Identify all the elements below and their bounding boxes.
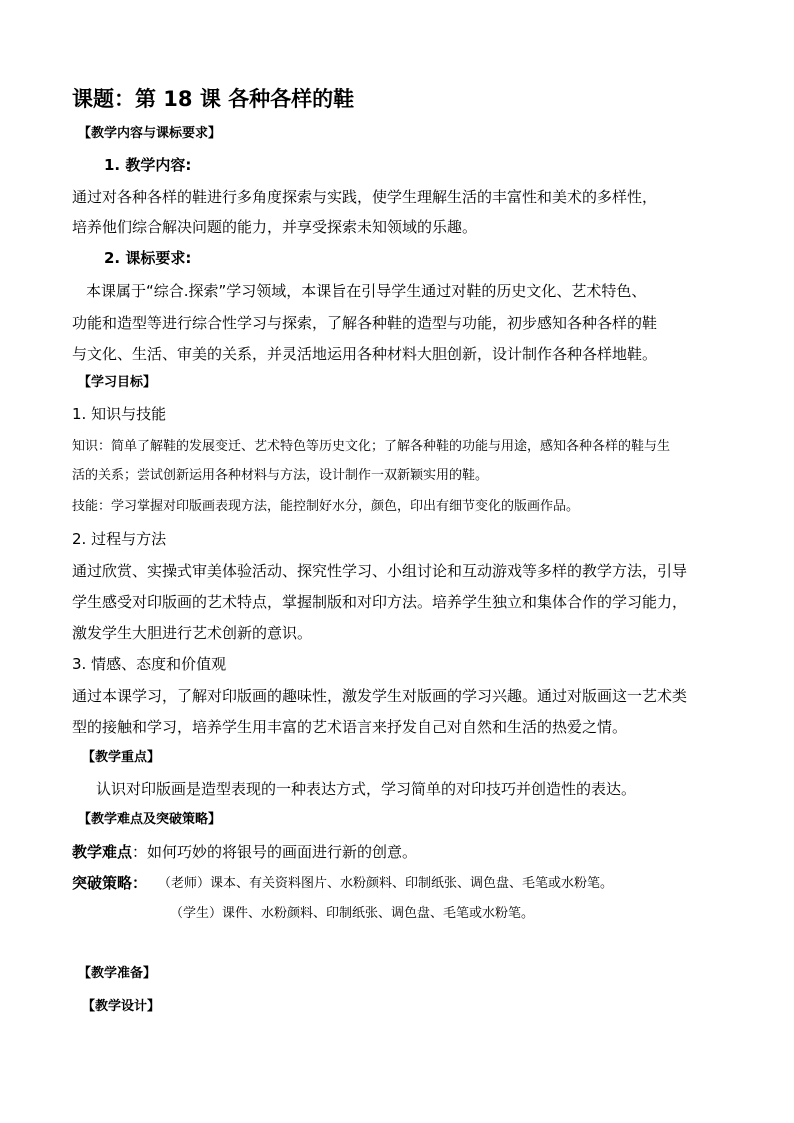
paragraph-line: 功能和造型等进行综合性学习与探索，了解各种鞋的造型与功能，初步感知各种各样的鞋 xyxy=(72,314,658,332)
subheading-process-methods: 2. 过程与方法 xyxy=(72,530,167,548)
paragraph-line: 通过对各种各样的鞋进行多角度探索与实践，使学生理解生活的丰富性和美术的多样性， xyxy=(72,188,658,206)
strategy-teacher-line: （老师）课本、有关资料图片、水粉颜料、印制纸张、调色盘、毛笔或水粉笔。 xyxy=(158,876,614,891)
paragraph-line: 学生感受对印版画的艺术特点，掌握制版和对印方法。培养学生独立和集体合作的学习能力， xyxy=(72,593,688,611)
subheading-curriculum-standards: 2. 课标要求: xyxy=(104,249,192,267)
paragraph-line: 通过本课学习，了解对印版画的趣味性，激发学生对版画的学习兴趣。通过对版画这一艺术类 xyxy=(72,687,688,705)
paragraph-line: 本课属于“综合.探索”学习领域，本课旨在引导学生通过对鞋的历史文化、艺术特色、 xyxy=(86,282,647,300)
difficulty-line xyxy=(72,842,417,862)
subheading-knowledge-skills: 1. 知识与技能 xyxy=(72,405,167,423)
page-title: 课题：第 18 课 各种各样的鞋 xyxy=(72,87,355,111)
difficulty-label: 教学难点 xyxy=(72,843,133,861)
paragraph-line: 认识对印版画是造型表现的一种表达方式，学习简单的对印技巧并创造性的表达。 xyxy=(96,780,637,798)
subheading-teaching-content: 1. 教学内容: xyxy=(104,156,192,174)
section-heading-key-points: 【教学重点】 xyxy=(82,750,161,765)
subheading-attitudes-values: 3. 情感、态度和价值观 xyxy=(72,655,227,673)
paragraph-line: 型的接触和学习，培养学生用丰富的艺术语言来抒发自己对自然和生活的热爱之情。 xyxy=(72,718,628,736)
paragraph-line: 技能：学习掌握对印版画表现方法，能控制好水分，颜色，印出有细节变化的版画作品。 xyxy=(72,499,580,514)
strategy-student-line: （学生）课件、水粉颜料、印制纸张、调色盘、毛笔或水粉笔。 xyxy=(170,906,535,921)
paragraph-line: 培养他们综合解决问题的能力，并享受探索未知领域的乐趣。 xyxy=(72,218,478,236)
difficulty-text: ：如何巧妙的将银号的画面进行新的创意。 xyxy=(132,843,418,861)
section-heading-learning-goals: 【学习目标】 xyxy=(78,375,157,390)
strategy-label: 突破策略： xyxy=(72,874,148,892)
paragraph-line: 与文化、生活、审美的关系，并灵活地运用各种材料大胆创新，设计制作各种各样地鞋。 xyxy=(72,345,658,363)
paragraph-line: 通过欣赏、实操式审美体验活动、探究性学习、小组讨论和互动游戏等多样的教学方法，引导 xyxy=(72,562,688,580)
paragraph-line: 知识：简单了解鞋的发展变迁、艺术特色等历史文化；了解各种鞋的功能与用途，感知各种各样的鞋与生 xyxy=(72,439,671,454)
section-heading-difficulties: 【教学难点及突破策略】 xyxy=(78,812,222,827)
section-heading-design: 【教学设计】 xyxy=(82,999,161,1014)
paragraph-line: 活的关系；尝试创新运用各种材料与方法，设计制作一双新颖实用的鞋。 xyxy=(72,468,489,483)
paragraph-line: 激发学生大胆进行艺术创新的意识。 xyxy=(72,624,313,642)
section-heading-content-standards: 【教学内容与课标要求】 xyxy=(78,126,222,141)
section-heading-preparation: 【教学准备】 xyxy=(78,966,157,981)
